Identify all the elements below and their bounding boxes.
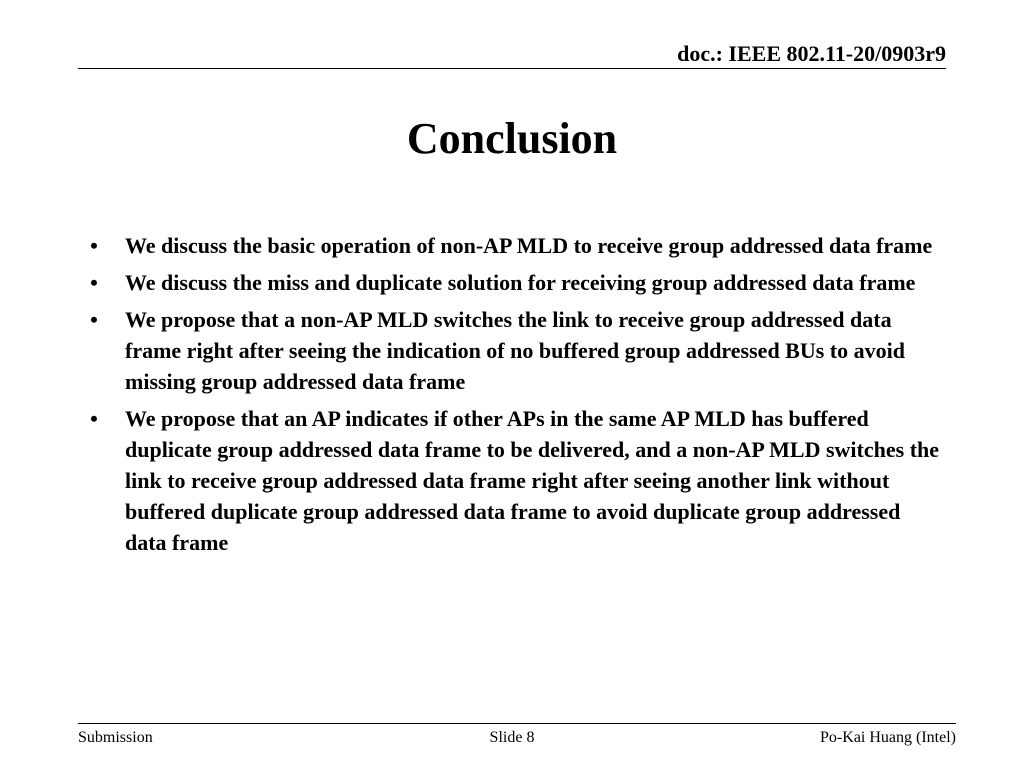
bullet-icon: • <box>90 406 98 431</box>
bullet-text: We discuss the basic operation of non-AP MLD to receive group addressed data frame <box>125 233 933 258</box>
document-id: doc.: IEEE 802.11-20/0903r9 <box>677 41 946 66</box>
footer-divider <box>78 723 956 724</box>
bullet-icon: • <box>90 233 98 258</box>
footer-submission: Submission <box>78 729 153 746</box>
footer-author: Po-Kai Huang (Intel) <box>820 729 956 746</box>
bullet-list <box>84 230 944 564</box>
bullet-icon: • <box>90 270 98 295</box>
bullet-icon: • <box>90 307 98 332</box>
slide-title: Conclusion <box>406 114 618 163</box>
bullet-item <box>84 403 944 558</box>
bullet-text: We propose that a non-AP MLD switches the link to receive group addressed data frame right after seeing the indication of no buffered group addressed BUs to avoid missing group addressed data frame <box>125 307 905 394</box>
bullet-text: We propose that an AP indicates if other APs in the same AP MLD has buffered duplicate group addressed data frame to be delivered, and a non-AP MLD switches the link to receive group addressed data frame right after seeing another link without buffered duplicate group addressed data frame to avoid duplicate group addressed data frame <box>125 406 940 555</box>
bullet-item <box>84 304 944 397</box>
bullet-text: We discuss the miss and duplicate solution for receiving group addressed data frame <box>125 270 916 295</box>
header-divider <box>78 68 946 69</box>
footer-slide-number: Slide 8 <box>489 729 535 746</box>
bullet-item <box>84 230 944 261</box>
bullet-item <box>84 267 944 298</box>
